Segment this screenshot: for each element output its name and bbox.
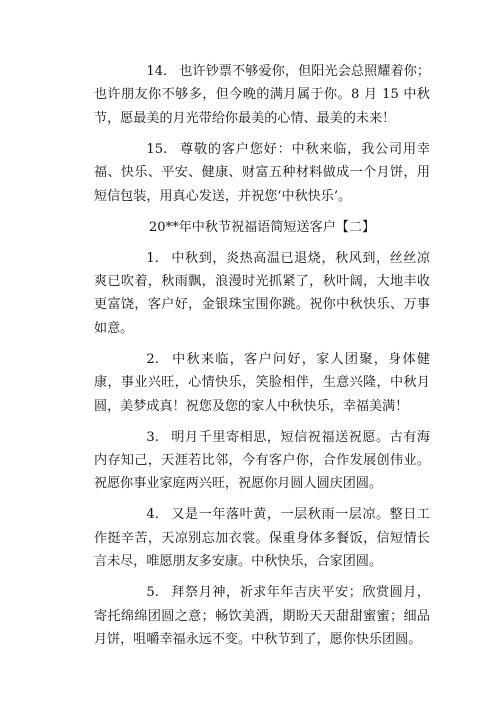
section-title: 20**年中秋节祝福语简短送客户【二】	[148, 219, 376, 235]
paragraph-text: 拜祭月神，祈求年年吉庆平安；欣赏圆月，寄托绵绵团圆之意；畅饮美酒，期盼天天甜甜蜜蜜；细品月饼，咀嚼幸福永远不变。中秋节到了，愿你快乐团圆。	[94, 585, 430, 648]
paragraph-1	[94, 247, 430, 341]
paragraph-number: 3.	[146, 429, 159, 445]
paragraph-text: 明月千里寄相思，短信祝福送祝愿。古有海内存知己，天涯若比邻，今有客户你，合作发展创伟业。祝愿你事业家庭两兴旺，祝愿你月圆人圆庆团圆。	[94, 429, 430, 492]
paragraph-2	[94, 348, 430, 418]
paragraph-3	[94, 426, 430, 496]
paragraph-number: 1.	[146, 250, 159, 266]
paragraph-number: 5.	[146, 585, 159, 601]
paragraph-14	[94, 60, 430, 130]
paragraph-number: 15.	[146, 141, 168, 157]
paragraph-4	[94, 503, 430, 573]
paragraph-text: 中秋来临，客户问好，家人团聚，身体健康，事业兴旺，心情快乐，笑脸相伴，生意兴隆，中秋月圆，美梦成真！祝您及您的家人中秋快乐，幸福美满！	[94, 351, 430, 414]
paragraph-number: 4.	[146, 507, 159, 523]
paragraph-text: 也许钞票不够爱你，但阳光会总照耀着你；也许朋友你不够多，但今晚的满月属于你。8 月 15 中秋节，愿最美的月光带给你最美的心情、最美的未来！	[94, 64, 430, 126]
paragraph-5	[94, 581, 430, 651]
paragraph-text: 尊敬的客户您好：中秋来临，我公司用幸福、快乐、平安、健康、财富五种材料做成一个月饼，用短信包装，用真心发送，并祝您‘中秋快乐’。	[94, 141, 430, 204]
paragraph-text: 又是一年落叶黄，一层秋雨一层凉。整日工作挺辛苦，天凉别忘加衣裳。保重身体多餐饭，信短情长言未尽，唯愿朋友多安康。中秋快乐，合家团圆。	[94, 507, 430, 570]
paragraph-text: 中秋到，炎热高温已退烧，秋风到，丝丝凉爽已吹着，秋雨飘，浪漫时光抓紧了，秋叶阔，大地丰收更富饶，客户好，金银珠宝围你跳。祝你中秋快乐、万事如意。	[94, 250, 430, 336]
paragraph-number: 2.	[146, 351, 159, 367]
paragraph-15	[94, 138, 430, 208]
document-page	[94, 60, 430, 659]
paragraph-number: 14.	[146, 64, 168, 79]
